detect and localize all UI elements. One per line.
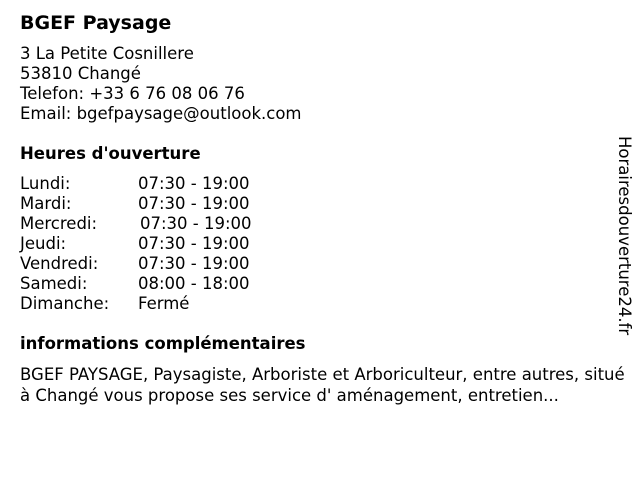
hours-row-saturday bbox=[20, 274, 320, 294]
day-hours: 07:30 - 19:00 bbox=[138, 194, 250, 213]
day-label: Mercredi: bbox=[20, 214, 98, 233]
additional-info-heading: informations complémentaires bbox=[20, 334, 306, 353]
opening-hours-heading: Heures d'ouverture bbox=[20, 144, 201, 163]
day-label: Jeudi: bbox=[20, 234, 67, 253]
email-address: Email: bgefpaysage@outlook.com bbox=[20, 104, 302, 123]
day-label: Lundi: bbox=[20, 174, 71, 193]
day-label: Vendredi: bbox=[20, 254, 99, 273]
day-hours: 07:30 - 19:00 bbox=[140, 214, 252, 233]
day-hours: 07:30 - 19:00 bbox=[138, 174, 250, 193]
address-street: 3 La Petite Cosnillere bbox=[20, 44, 194, 63]
address-city: 53810 Changé bbox=[20, 64, 141, 83]
day-hours: 07:30 - 19:00 bbox=[138, 234, 250, 253]
hours-row-monday bbox=[20, 174, 320, 194]
address-block bbox=[20, 44, 302, 124]
business-description: BGEF PAYSAGE, Paysagiste, Arboriste et Arboriculteur, entre autres, situé à Changé vous propose ses service d' aménagement, entretien... bbox=[20, 365, 625, 405]
phone-number: Telefon: +33 6 76 08 06 76 bbox=[20, 84, 245, 103]
hours-row-sunday bbox=[20, 294, 320, 314]
hours-row-friday bbox=[20, 254, 320, 274]
hours-row-thursday bbox=[20, 234, 320, 254]
day-hours: 07:30 - 19:00 bbox=[138, 254, 250, 273]
day-label: Dimanche: bbox=[20, 294, 110, 313]
day-hours: 08:00 - 18:00 bbox=[138, 274, 250, 293]
day-label: Mardi: bbox=[20, 194, 72, 213]
site-watermark: Horairesdouverture24.fr bbox=[615, 136, 634, 336]
hours-row-tuesday bbox=[20, 194, 320, 214]
day-hours: Fermé bbox=[138, 294, 190, 313]
hours-row-wednesday bbox=[20, 214, 320, 234]
opening-hours-table bbox=[20, 174, 320, 314]
day-label: Samedi: bbox=[20, 274, 88, 293]
business-name: BGEF Paysage bbox=[20, 12, 172, 34]
